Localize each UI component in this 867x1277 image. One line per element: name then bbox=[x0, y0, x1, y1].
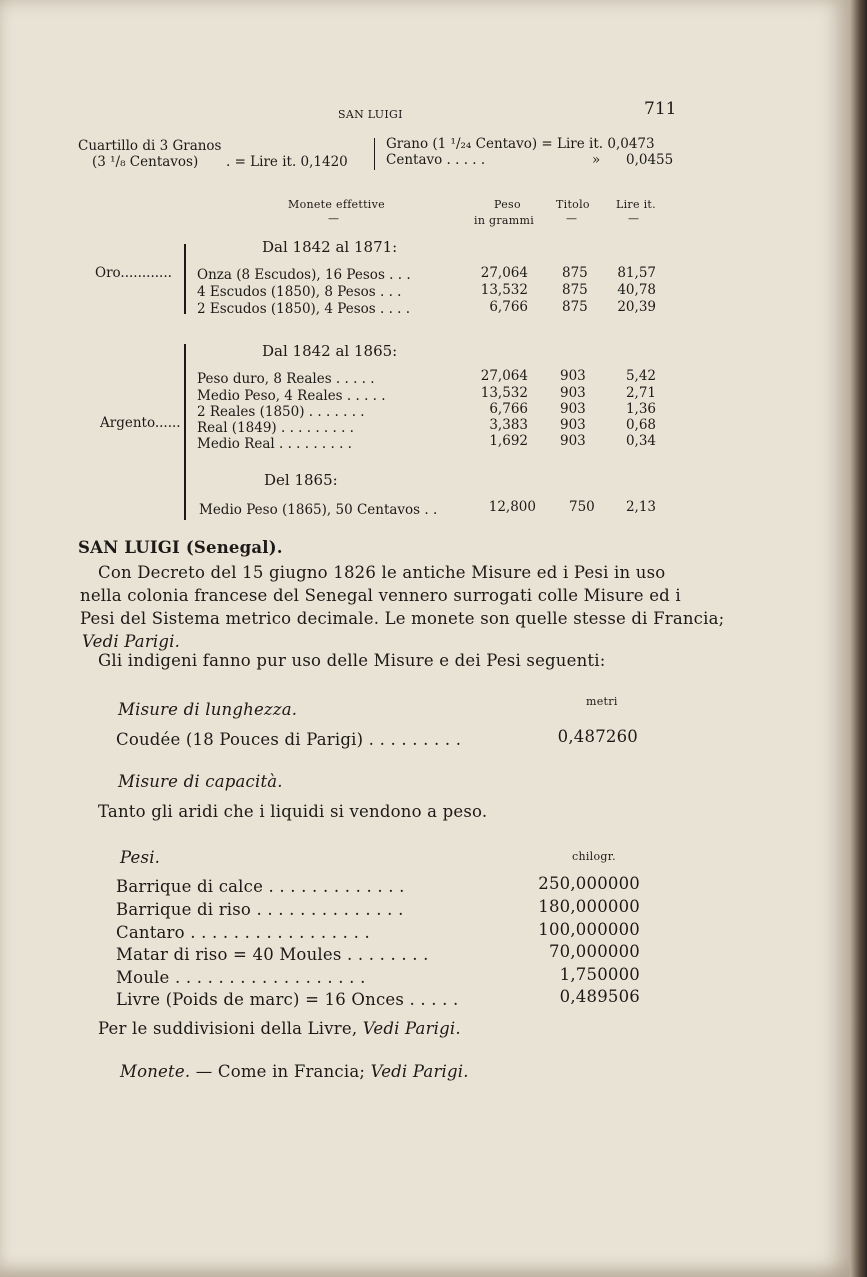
argento-row-lire: 0,68 bbox=[625, 417, 656, 433]
centavo-mark: » bbox=[592, 152, 601, 168]
argento-row-titolo: 903 bbox=[560, 433, 586, 449]
argento-row-titolo: 903 bbox=[560, 385, 586, 401]
page-number: 711 bbox=[644, 99, 677, 119]
pesi-row-value: 100,000000 bbox=[538, 920, 640, 939]
pesi-row-name: Cantaro . . . . . . . . . . . . . . . . . bbox=[116, 923, 370, 942]
cuartillo-centavos: (3 ¹/₈ Centavos) bbox=[92, 154, 199, 170]
cuartillo-value: . = Lire it. 0,1420 bbox=[226, 154, 348, 170]
pesi-row-name: Livre (Poids de marc) = 16 Onces . . . . . bbox=[116, 990, 459, 1009]
argento-row-1865-name: Medio Peso (1865), 50 Centavos . . bbox=[199, 502, 438, 518]
header-peso-sub: in grammi bbox=[474, 214, 535, 227]
capacita-text: Tanto gli aridi che i liquidi si vendono a peso. bbox=[98, 802, 488, 821]
oro-row-name: 4 Escudos (1850), 8 Pesos . . . bbox=[197, 284, 402, 300]
centavo-label: Centavo . . . . . bbox=[386, 152, 486, 168]
argento-brace bbox=[184, 344, 186, 520]
section-heading: SAN LUIGI (Senegal). bbox=[78, 538, 283, 557]
argento-period: Dal 1842 al 1865: bbox=[262, 342, 398, 360]
header-monete: Monete effettive bbox=[288, 198, 385, 211]
argento-row-peso: 27,064 bbox=[480, 368, 528, 384]
pesi-row-value: 180,000000 bbox=[538, 897, 640, 916]
argento-row-titolo: 903 bbox=[560, 368, 586, 384]
paragraph-line: Pesi del Sistema metrico decimale. Le monete son quelle stesse di Francia; bbox=[80, 609, 725, 628]
paragraph-line: Con Decreto del 15 giugno 1826 le antiche Misure ed i Pesi in uso bbox=[98, 563, 666, 582]
oro-row-name: Onza (8 Escudos), 16 Pesos . . . bbox=[197, 267, 411, 283]
running-head: SAN LUIGI bbox=[338, 108, 403, 121]
argento-row-1865-lire: 2,13 bbox=[625, 499, 656, 515]
oro-row-titolo: 875 bbox=[562, 265, 588, 281]
vedi-parigi-ref: Vedi Parigi. bbox=[82, 632, 181, 651]
argento-row-name: Peso duro, 8 Reales . . . . . bbox=[197, 371, 375, 387]
oro-row-peso: 27,064 bbox=[480, 265, 528, 281]
pesi-row-value: 1,750000 bbox=[559, 965, 640, 984]
pesi-row-name: Barrique di riso . . . . . . . . . . . . . . bbox=[116, 900, 404, 919]
pesi-unit: chilogr. bbox=[572, 850, 616, 863]
argento-row-peso: 3,383 bbox=[489, 417, 528, 433]
argento-row-lire: 1,36 bbox=[625, 401, 656, 417]
pesi-row-name: Barrique di calce . . . . . . . . . . . . . bbox=[116, 877, 405, 896]
argento-row-titolo: 903 bbox=[560, 401, 586, 417]
pesi-row-value: 250,000000 bbox=[538, 874, 640, 893]
paragraph-line: Gli indigeni fanno pur uso delle Misure e dei Pesi seguenti: bbox=[98, 651, 606, 670]
lunghezza-unit: metri bbox=[586, 695, 618, 708]
header-peso: Peso bbox=[494, 198, 521, 211]
argento-period-1865: Del 1865: bbox=[264, 471, 338, 489]
argento-label: Argento...... bbox=[100, 415, 181, 431]
oro-row-titolo: 875 bbox=[562, 282, 588, 298]
coudee-value: 0,487260 bbox=[557, 727, 638, 746]
pesi-title: Pesi. bbox=[120, 848, 161, 867]
argento-row-name: Medio Real . . . . . . . . . bbox=[197, 436, 352, 452]
oro-row-lire: 81,57 bbox=[617, 265, 656, 281]
argento-row-lire: 2,71 bbox=[625, 385, 656, 401]
pesi-row-value: 0,489506 bbox=[559, 987, 640, 1006]
livre-note bbox=[98, 1019, 461, 1038]
header-dash: — bbox=[328, 212, 340, 225]
oro-row-lire: 20,39 bbox=[617, 299, 656, 315]
vedi-parigi-ref: Vedi Parigi. bbox=[362, 1019, 461, 1038]
pesi-row-name: Moule . . . . . . . . . . . . . . . . . . bbox=[116, 968, 366, 987]
grano-line: Grano (1 ¹/₂₄ Centavo) = Lire it. 0,0473 bbox=[386, 136, 655, 152]
pesi-row-value: 70,000000 bbox=[548, 942, 640, 961]
argento-row-peso: 13,532 bbox=[480, 385, 528, 401]
cuartillo-line: Cuartillo di 3 Granos bbox=[78, 138, 222, 154]
argento-row-titolo: 903 bbox=[560, 417, 586, 433]
argento-row-name: 2 Reales (1850) . . . . . . . bbox=[197, 404, 365, 420]
oro-row-peso: 6,766 bbox=[489, 299, 528, 315]
header-lire: Lire it. bbox=[616, 198, 656, 211]
divider bbox=[374, 138, 375, 170]
argento-row-1865-titolo: 750 bbox=[569, 499, 595, 515]
pesi-row-name: Matar di riso = 40 Moules . . . . . . . . bbox=[116, 945, 429, 964]
argento-row-lire: 5,42 bbox=[625, 368, 656, 384]
monete-text: — Come in Francia; bbox=[195, 1062, 366, 1081]
oro-period: Dal 1842 al 1871: bbox=[262, 238, 398, 256]
header-titolo: Titolo bbox=[556, 198, 590, 211]
argento-row-name: Medio Peso, 4 Reales . . . . . bbox=[197, 388, 386, 404]
header-dash: — bbox=[628, 212, 640, 225]
oro-label: Oro............ bbox=[95, 265, 172, 281]
monete-line bbox=[120, 1062, 469, 1081]
oro-row-name: 2 Escudos (1850), 4 Pesos . . . . bbox=[197, 301, 411, 317]
capacita-title: Misure di capacità. bbox=[118, 772, 283, 791]
vedi-parigi-ref: Vedi Parigi. bbox=[370, 1062, 469, 1081]
argento-row-lire: 0,34 bbox=[625, 433, 656, 449]
lunghezza-title: Misure di lunghezza. bbox=[118, 700, 298, 719]
monete-label: Monete. bbox=[120, 1062, 191, 1081]
argento-row-peso: 1,692 bbox=[489, 433, 528, 449]
argento-row-1865-peso: 12,800 bbox=[488, 499, 536, 515]
oro-row-peso: 13,532 bbox=[480, 282, 528, 298]
centavo-value: 0,0455 bbox=[626, 152, 674, 168]
argento-row-peso: 6,766 bbox=[489, 401, 528, 417]
header-dash: — bbox=[566, 212, 578, 225]
oro-row-lire: 40,78 bbox=[617, 282, 656, 298]
book-binding-edge bbox=[850, 0, 867, 1277]
livre-note-text: Per le suddivisioni della Livre, bbox=[98, 1019, 358, 1038]
oro-brace bbox=[184, 244, 186, 314]
paragraph-line: nella colonia francese del Senegal vennero surrogati colle Misure ed i bbox=[80, 586, 681, 605]
coudee-item: Coudée (18 Pouces di Parigi) . . . . . . . . . bbox=[116, 730, 462, 749]
argento-row-name: Real (1849) . . . . . . . . . bbox=[197, 420, 354, 436]
oro-row-titolo: 875 bbox=[562, 299, 588, 315]
